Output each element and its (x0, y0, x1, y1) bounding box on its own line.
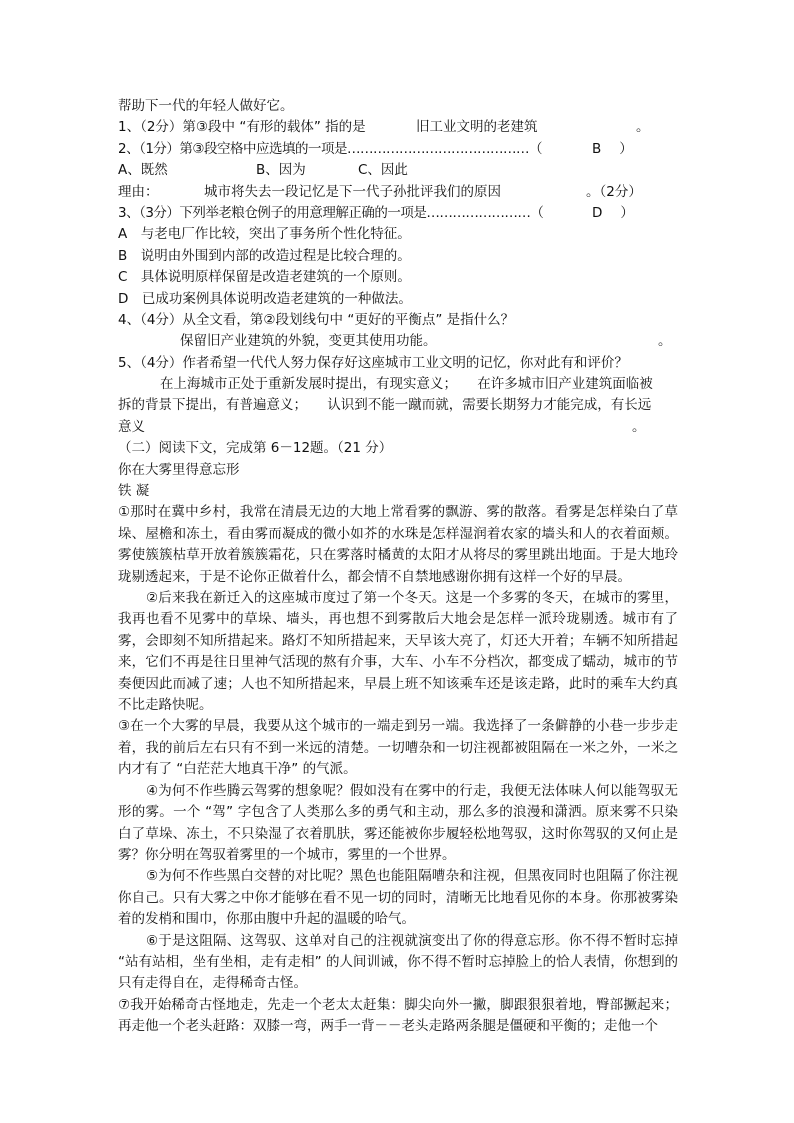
question-2-close: ） (619, 140, 633, 157)
article-title: 你在大雾里得意忘形 (118, 461, 240, 478)
article-paragraph-6: ⑥于是这阻隔、这驾驭、这单对自己的注视就演变出了你的得意忘形。你不得不暂时忘掉 “站有站相，坐有坐相，走有走相” 的人间训诫，你不得不暂时忘掉脸上的恰人表情，你想到的只有走得自在，走得稀奇古怪。 (118, 932, 678, 992)
question-2-answer-paren (570, 139, 633, 160)
question-2-reason-label: 理由： (118, 183, 159, 200)
question-3-answer: D (592, 204, 603, 221)
question-5-end: 。 (632, 418, 646, 435)
question-5-answer-line-3 (118, 417, 678, 438)
article-paragraph-1: ①那时在冀中乡村，我常在清晨无边的大地上常看雾的飘游、雾的散落。看雾是怎样染白了草垛、屋檐和冻土，看由雾而凝成的微小如芥的水珠是怎样湿润着农家的墙头和人的衣着面颊。雾使簇簇枯草开放着簇簇霜花，只在雾落时橘黄的太阳才从将尽的雾里跳出地面。于是大地玲珑剔透起来，于是不论你正做着什么，都会情不自禁地感谢你拥有这样一个好的早晨。 (118, 504, 678, 585)
question-1-prompt: 1、（2分）第③段中 “有形的载体” 指的是 (118, 119, 366, 136)
question-5-answer-line-2: 拆的背景下提出，有普遍意义； 认识到不能一蹴而就，需要长期努力才能完成，有长远 (118, 397, 652, 414)
question-4-answer-line (118, 331, 678, 352)
question-2-reason-end: 。（2分） (586, 183, 642, 200)
question-2-reason-text: 城市将失去一段记忆是下一代子孙批评我们的原因 (204, 183, 501, 200)
article-paragraph-7: ⑦我开始稀奇古怪地走，先走一个老太太赶集：脚尖向外一撇，脚跟狠狠着地，臀部撅起来；再走他一个老头赶路：双膝一弯，两手一背－－老头走路两条腿是僵硬和平衡的；走他一个 (118, 996, 678, 1035)
article-paragraph-3: ③在一个大雾的早晨，我要从这个城市的一端走到另一端。我选择了一条僻静的小巷一步步走着，我的前后左右只有不到一米远的清楚。一切嘈杂和一切注视都被阻隔在一米之外，一米之内才有了 “白茫茫大地真干净” 的气派。 (118, 718, 678, 778)
question-4-end: 。 (658, 333, 672, 350)
question-3-option-b: B 说明由外围到内部的改造过程是比较合理的。 (118, 247, 411, 264)
article-paragraph-5: ⑤为何不作些黑白交替的对比呢？黑色也能阻隔嘈杂和注视，但黑夜同时也阻隔了你注视你自己。只有大雾之中你才能够在看不见一切的同时，清晰无比地看见你的本身。你那被雾染着的发梢和围巾，你那由腹中升起的温暖的哈气。 (118, 868, 678, 928)
question-2 (118, 139, 678, 160)
question-2-answer: B (592, 140, 602, 157)
article-paragraph-4: ④为何不作些腾云驾雾的想象呢？假如没有在雾中的行走，我便无法体味人何以能驾驭无形的雾。一个 “驾” 字包含了人类那么多的勇气和主动，那么多的浪漫和潇洒。原来雾不只染白了草垛、冻土，不只染湿了衣着肌肤，雾还能被你步履轻松地驾驭，这时你驾驭的又何止是雾？你分明在驾驭着雾里的一个城市，雾里的一个世界。 (118, 782, 678, 863)
question-3 (118, 203, 678, 224)
question-3-option-d: D 已成功案例具体说明改造老建筑的一种做法。 (118, 290, 412, 307)
question-5: 5、（4分）作者希望一代代人努力保存好这座城市工业文明的记忆，你对此有和评价？ (118, 354, 628, 371)
question-2-reason (118, 182, 678, 203)
question-2-option-c: C、因此 (358, 162, 408, 179)
question-3-option-a: A 与老电厂作比较，突出了事务所个性化特征。 (118, 226, 411, 243)
question-4-answer: 保留旧产业建筑的外貌，变更其使用功能。 (180, 333, 437, 350)
question-1 (118, 117, 678, 138)
question-2-options (118, 160, 678, 181)
question-2-option-b: B、因为 (256, 162, 306, 179)
question-3-answer-paren (570, 203, 634, 224)
question-1-answer: 旧工业文明的老建筑 (416, 119, 538, 136)
article-paragraph-2: ②后来我在新迁入的这座城市度过了第一个冬天。这是一个多雾的冬天，在城市的雾里，我再也看不见雾中的草垛、墙头，再也想不到雾散后大地会是怎样一派玲珑剔透。城市有了雾，会即刻不知所措起来。路灯不知所措起来，天早该大亮了，灯还大开着；车辆不知所措起来，它们不再是往日里神气活现的熬有介事，大车、小车不分档次，都变成了蠕动，城市的节奏便因此而减了速；人也不知所措起来，早晨上班不知该乘车还是该走路，此时的乘车大约真不比走路快呢。 (118, 590, 678, 714)
article-author: 铁 凝 (118, 483, 150, 500)
question-2-prompt: 2、（1分）第③段空格中应选填的一项是……………………………………（ (118, 140, 543, 157)
question-3-close: ） (620, 204, 634, 221)
intro-line: 帮助下一代的年轻人做好它。 (118, 98, 294, 114)
question-5-answer-line-1: 在上海城市正处于重新发展时提出，有现实意义； 在许多城市旧产业建筑面临被 (160, 376, 653, 393)
question-3-option-c: C 具体说明原样保留是改造老建筑的一个原则。 (118, 269, 411, 286)
question-3-prompt: 3、（3分）下列举老粮仓例子的用意理解正确的一项是……………………（ (118, 204, 544, 221)
question-5-answer-line-3-text: 意义 (118, 418, 145, 435)
question-1-end: 。 (636, 119, 650, 136)
document-page (118, 96, 678, 1038)
question-2-option-a: A、既然 (118, 162, 168, 179)
section-2-heading: （二）阅读下文，完成第 6－12题。（21 分） (118, 440, 393, 457)
question-4: 4、（4分）从全文看，第②段划线句中 “更好的平衡点” 是指什么？ (118, 311, 515, 328)
